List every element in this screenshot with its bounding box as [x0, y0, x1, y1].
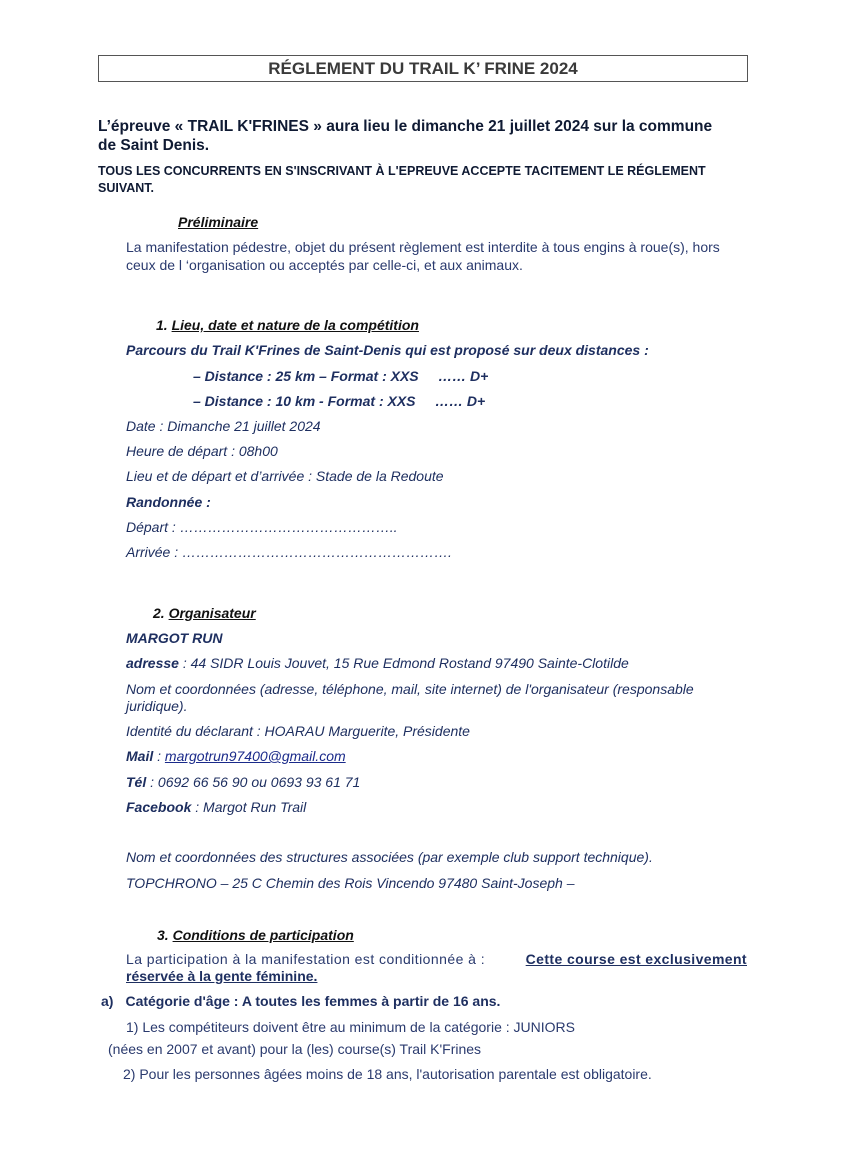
topchrono-text: TOPCHRONO – 25 C Chemin des Rois Vincendo 97480 Saint-Joseph –	[126, 875, 575, 891]
participation-text: La participation à la manifestation est conditionnée à :	[126, 951, 486, 967]
org-name: MARGOT RUN	[126, 630, 223, 646]
mail-line: Mail : margotrun97400@gmail.com	[126, 748, 346, 764]
preliminaire-line-1: La manifestation pédestre, objet du présent règlement est interdite à tous engins à roue(s), hors	[126, 239, 720, 255]
rule-1-line-2: (nées en 2007 et avant) pour la (les) course(s) Trail K'Frines	[108, 1041, 482, 1057]
structures-text: Nom et coordonnées des structures associées (par exemple club support technique).	[126, 849, 653, 865]
tel-line: Tél : 0692 66 56 90 ou 0693 93 61 71	[126, 774, 361, 790]
declarant-text: Identité du déclarant : HOARAU Marguerite, Présidente	[126, 723, 470, 739]
section-2-heading: 2. Organisateur	[153, 605, 256, 621]
document-title: RÉGLEMENT DU TRAIL K’ FRINE 2024	[98, 55, 748, 82]
rule-1-line-1: 1) Les compétiteurs doivent être au minimum de la catégorie : JUNIORS	[126, 1019, 575, 1035]
participation-highlight-1: Cette course est exclusivement	[525, 951, 747, 967]
heure-text: Heure de départ : 08h00	[126, 443, 278, 459]
participation-line-1	[126, 951, 747, 967]
section-1-heading: 1. Lieu, date et nature de la compétition	[156, 317, 419, 333]
parcours-text: Parcours du Trail K'Frines de Saint-Denis qui est proposé sur deux distances :	[126, 342, 649, 358]
section-3-heading: 3. Conditions de participation	[157, 927, 354, 943]
adresse-line: adresse : 44 SIDR Louis Jouvet, 15 Rue Edmond Rostand 97490 Sainte-Clotilde	[126, 655, 629, 671]
caps-notice-line-2: SUIVANT.	[98, 181, 155, 195]
date-text: Date : Dimanche 21 juillet 2024	[126, 418, 321, 434]
mail-link[interactable]: margotrun97400@gmail.com	[164, 748, 346, 764]
preliminaire-line-2: ceux de l ‘organisation ou acceptés par celle-ci, et aux animaux.	[126, 257, 523, 273]
distance-25km: – Distance : 25 km – Format : XXS …… D+	[193, 368, 489, 384]
coord-line-2: juridique).	[126, 698, 188, 714]
lieu-text: Lieu et de départ et d’arrivée : Stade de la Redoute	[126, 468, 444, 484]
arrivee-text: Arrivée : ………………………………………………….	[126, 544, 452, 560]
category-line: a) Catégorie d'âge : A toutes les femmes à partir de 16 ans.	[101, 993, 501, 1009]
distance-10km: – Distance : 10 km - Format : XXS …… D+	[193, 393, 486, 409]
rule-2: 2) Pour les personnes âgées moins de 18 ans, l'autorisation parentale est obligatoire.	[123, 1066, 652, 1082]
depart-text: Départ : ………………………………………..	[126, 519, 398, 535]
participation-highlight-2: réservée à la gente féminine.	[126, 968, 318, 984]
randonnee-label: Randonnée :	[126, 494, 211, 510]
coord-line-1: Nom et coordonnées (adresse, téléphone, mail, site internet) de l'organisateur (responsable	[126, 681, 694, 697]
intro-line-1: L’épreuve « TRAIL K'FRINES » aura lieu le dimanche 21 juillet 2024 sur la commune	[98, 118, 713, 135]
preliminaire-heading: Préliminaire	[178, 214, 259, 230]
intro-line-2: de Saint Denis.	[98, 137, 210, 154]
facebook-line: Facebook : Margot Run Trail	[126, 799, 307, 815]
caps-notice-line-1: TOUS LES CONCURRENTS EN S'INSCRIVANT À L'EPREUVE ACCEPTE TACITEMENT LE RÉGLEMENT	[98, 164, 706, 178]
participation-line-2	[126, 968, 317, 984]
